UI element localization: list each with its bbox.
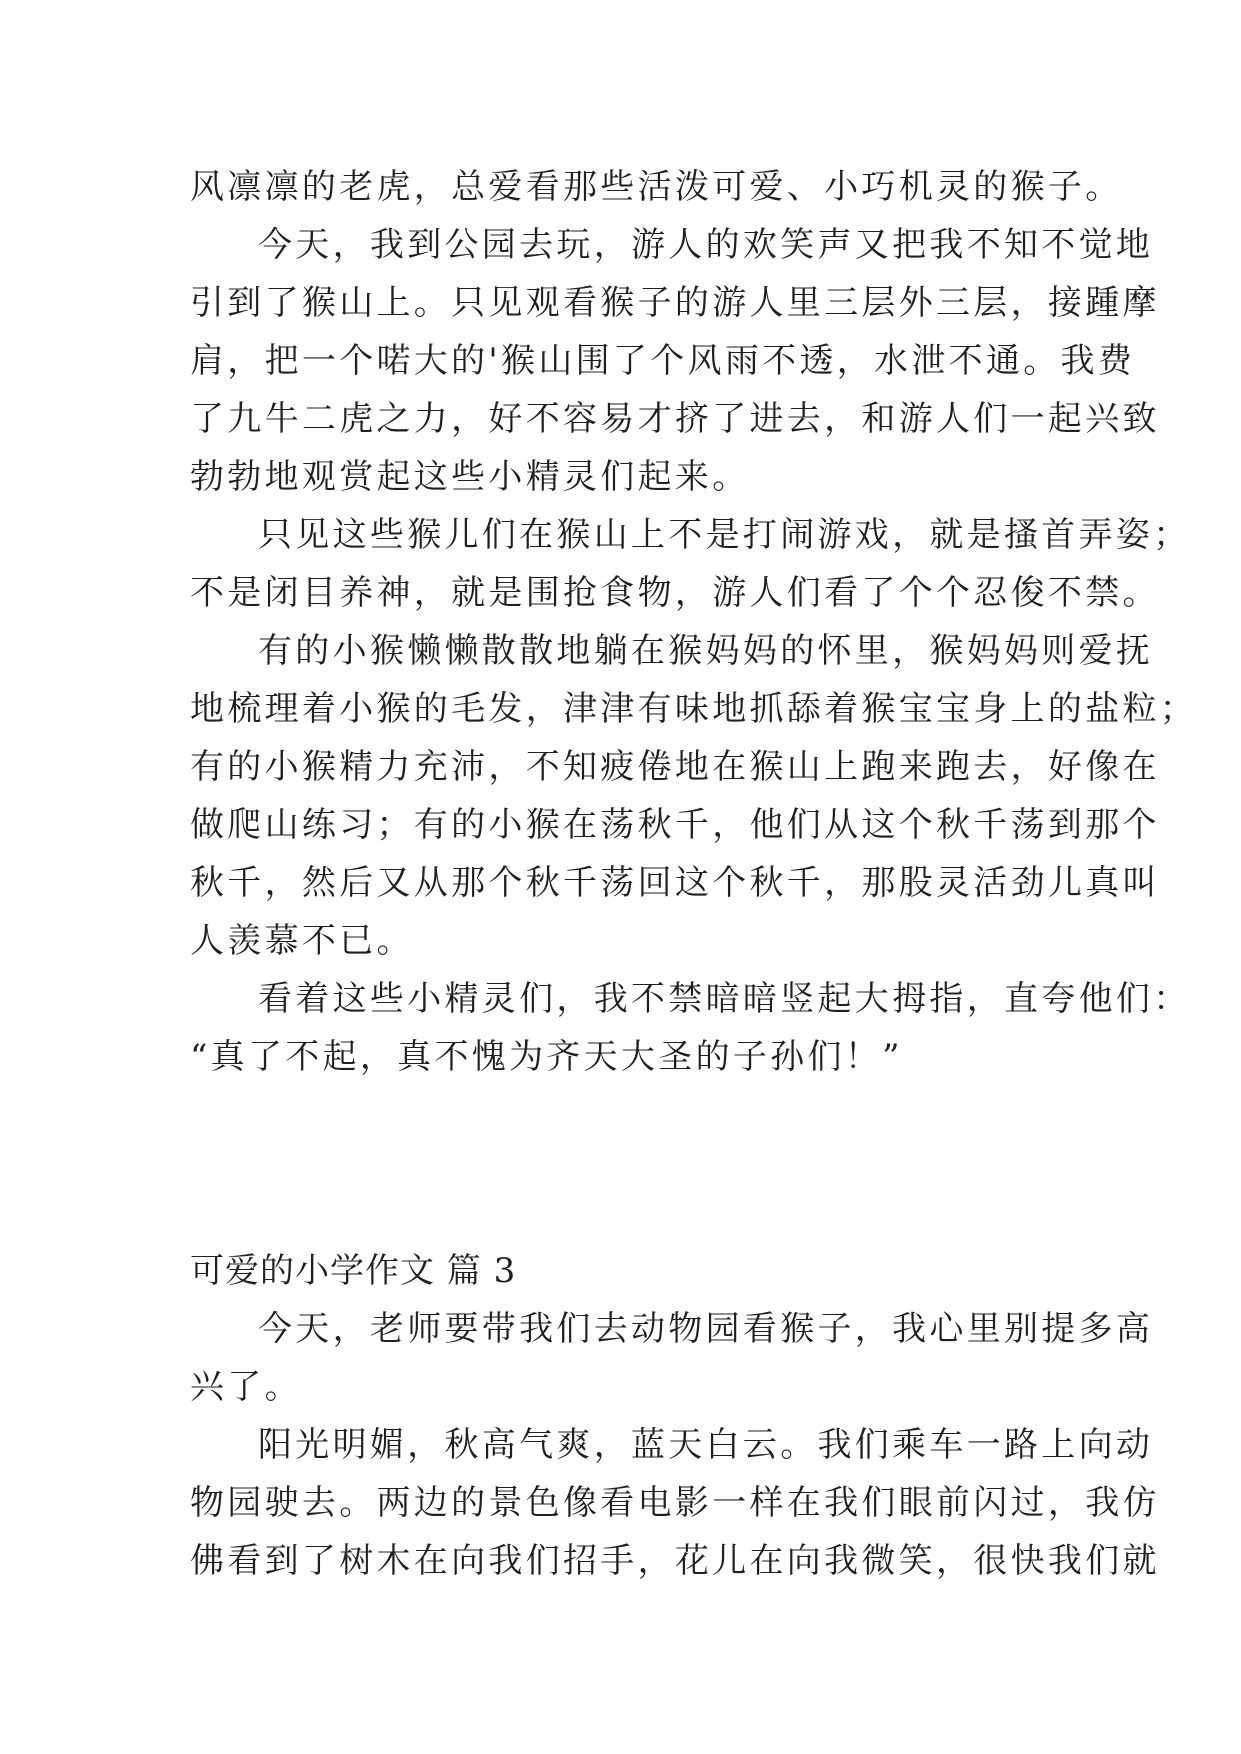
paragraph <box>190 622 1198 970</box>
text-line: 做爬山练习；有的小猴在荡秋千，他们从这个秋千荡到那个 <box>190 805 1160 845</box>
essay-text <box>190 158 1198 1590</box>
paragraph <box>190 970 1191 1086</box>
text-line: 今天，老师要带我们去动物园看猴子，我心里别提多高 <box>258 1309 1154 1349</box>
text-line: 秋千，然后又从那个秋千荡回这个秋千，那股灵活劲儿真叫 <box>190 863 1160 903</box>
text-line: 阳光明媚，秋高气爽，蓝天白云。我们乘车一路上向动 <box>258 1425 1154 1465</box>
text-line: 佛看到了树木在向我们招手，花儿在向我微笑，很快我们就 <box>190 1541 1160 1581</box>
paragraph <box>190 158 1123 216</box>
text-line: 人羡慕不已。 <box>190 921 414 961</box>
section-spacer <box>190 1086 1050 1242</box>
text-line: 有的小猴懒懒散散地躺在猴妈妈的怀里，猴妈妈则爱抚 <box>258 631 1154 671</box>
text-line: 肩，把一个喏大的'猴山围了个风雨不透，水泄不通。我费 <box>190 341 1136 381</box>
text-line: 看着这些小精灵们，我不禁暗暗竖起大拇指，直夸他们： <box>258 979 1191 1019</box>
text-line: 引到了猴山上。只见观看猴子的游人里三层外三层，接踵摩 <box>190 283 1160 323</box>
text-line: 物园驶去。两边的景色像看电影一样在我们眼前闪过，我仿 <box>190 1483 1160 1523</box>
text-line: 了九牛二虎之力，好不容易才挤了进去，和游人们一起兴致 <box>190 399 1160 439</box>
text-line: 有的小猴精力充沛，不知疲倦地在猴山上跑来跑去，好像在 <box>190 747 1160 787</box>
section-heading: 可爱的小学作文 篇 3 <box>190 1251 517 1291</box>
text-line: 只见这些猴儿们在猴山上不是打闹游戏，就是搔首弄姿； <box>258 515 1191 555</box>
text-line: 今天，我到公园去玩，游人的欢笑声又把我不知不觉地 <box>258 225 1154 265</box>
text-line: “真了不起，真不愧为齐天大圣的子孙们！” <box>190 1037 903 1077</box>
paragraph <box>190 1416 1160 1590</box>
paragraph <box>190 506 1191 622</box>
text-line: 地梳理着小猴的毛发，津津有味地抓舔着猴宝宝身上的盐粒； <box>190 689 1198 729</box>
paragraph <box>190 216 1160 506</box>
paragraph <box>190 1300 1154 1416</box>
text-line: 兴了。 <box>190 1367 302 1407</box>
text-line: 勃勃地观赏起这些小精灵们起来。 <box>190 457 750 497</box>
text-line: 不是闭目养神，就是围抢食物，游人们看了个个忍俊不禁。 <box>190 573 1160 613</box>
text-line: 风凛凛的老虎，总爱看那些活泼可爱、小巧机灵的猴子。 <box>190 167 1123 207</box>
